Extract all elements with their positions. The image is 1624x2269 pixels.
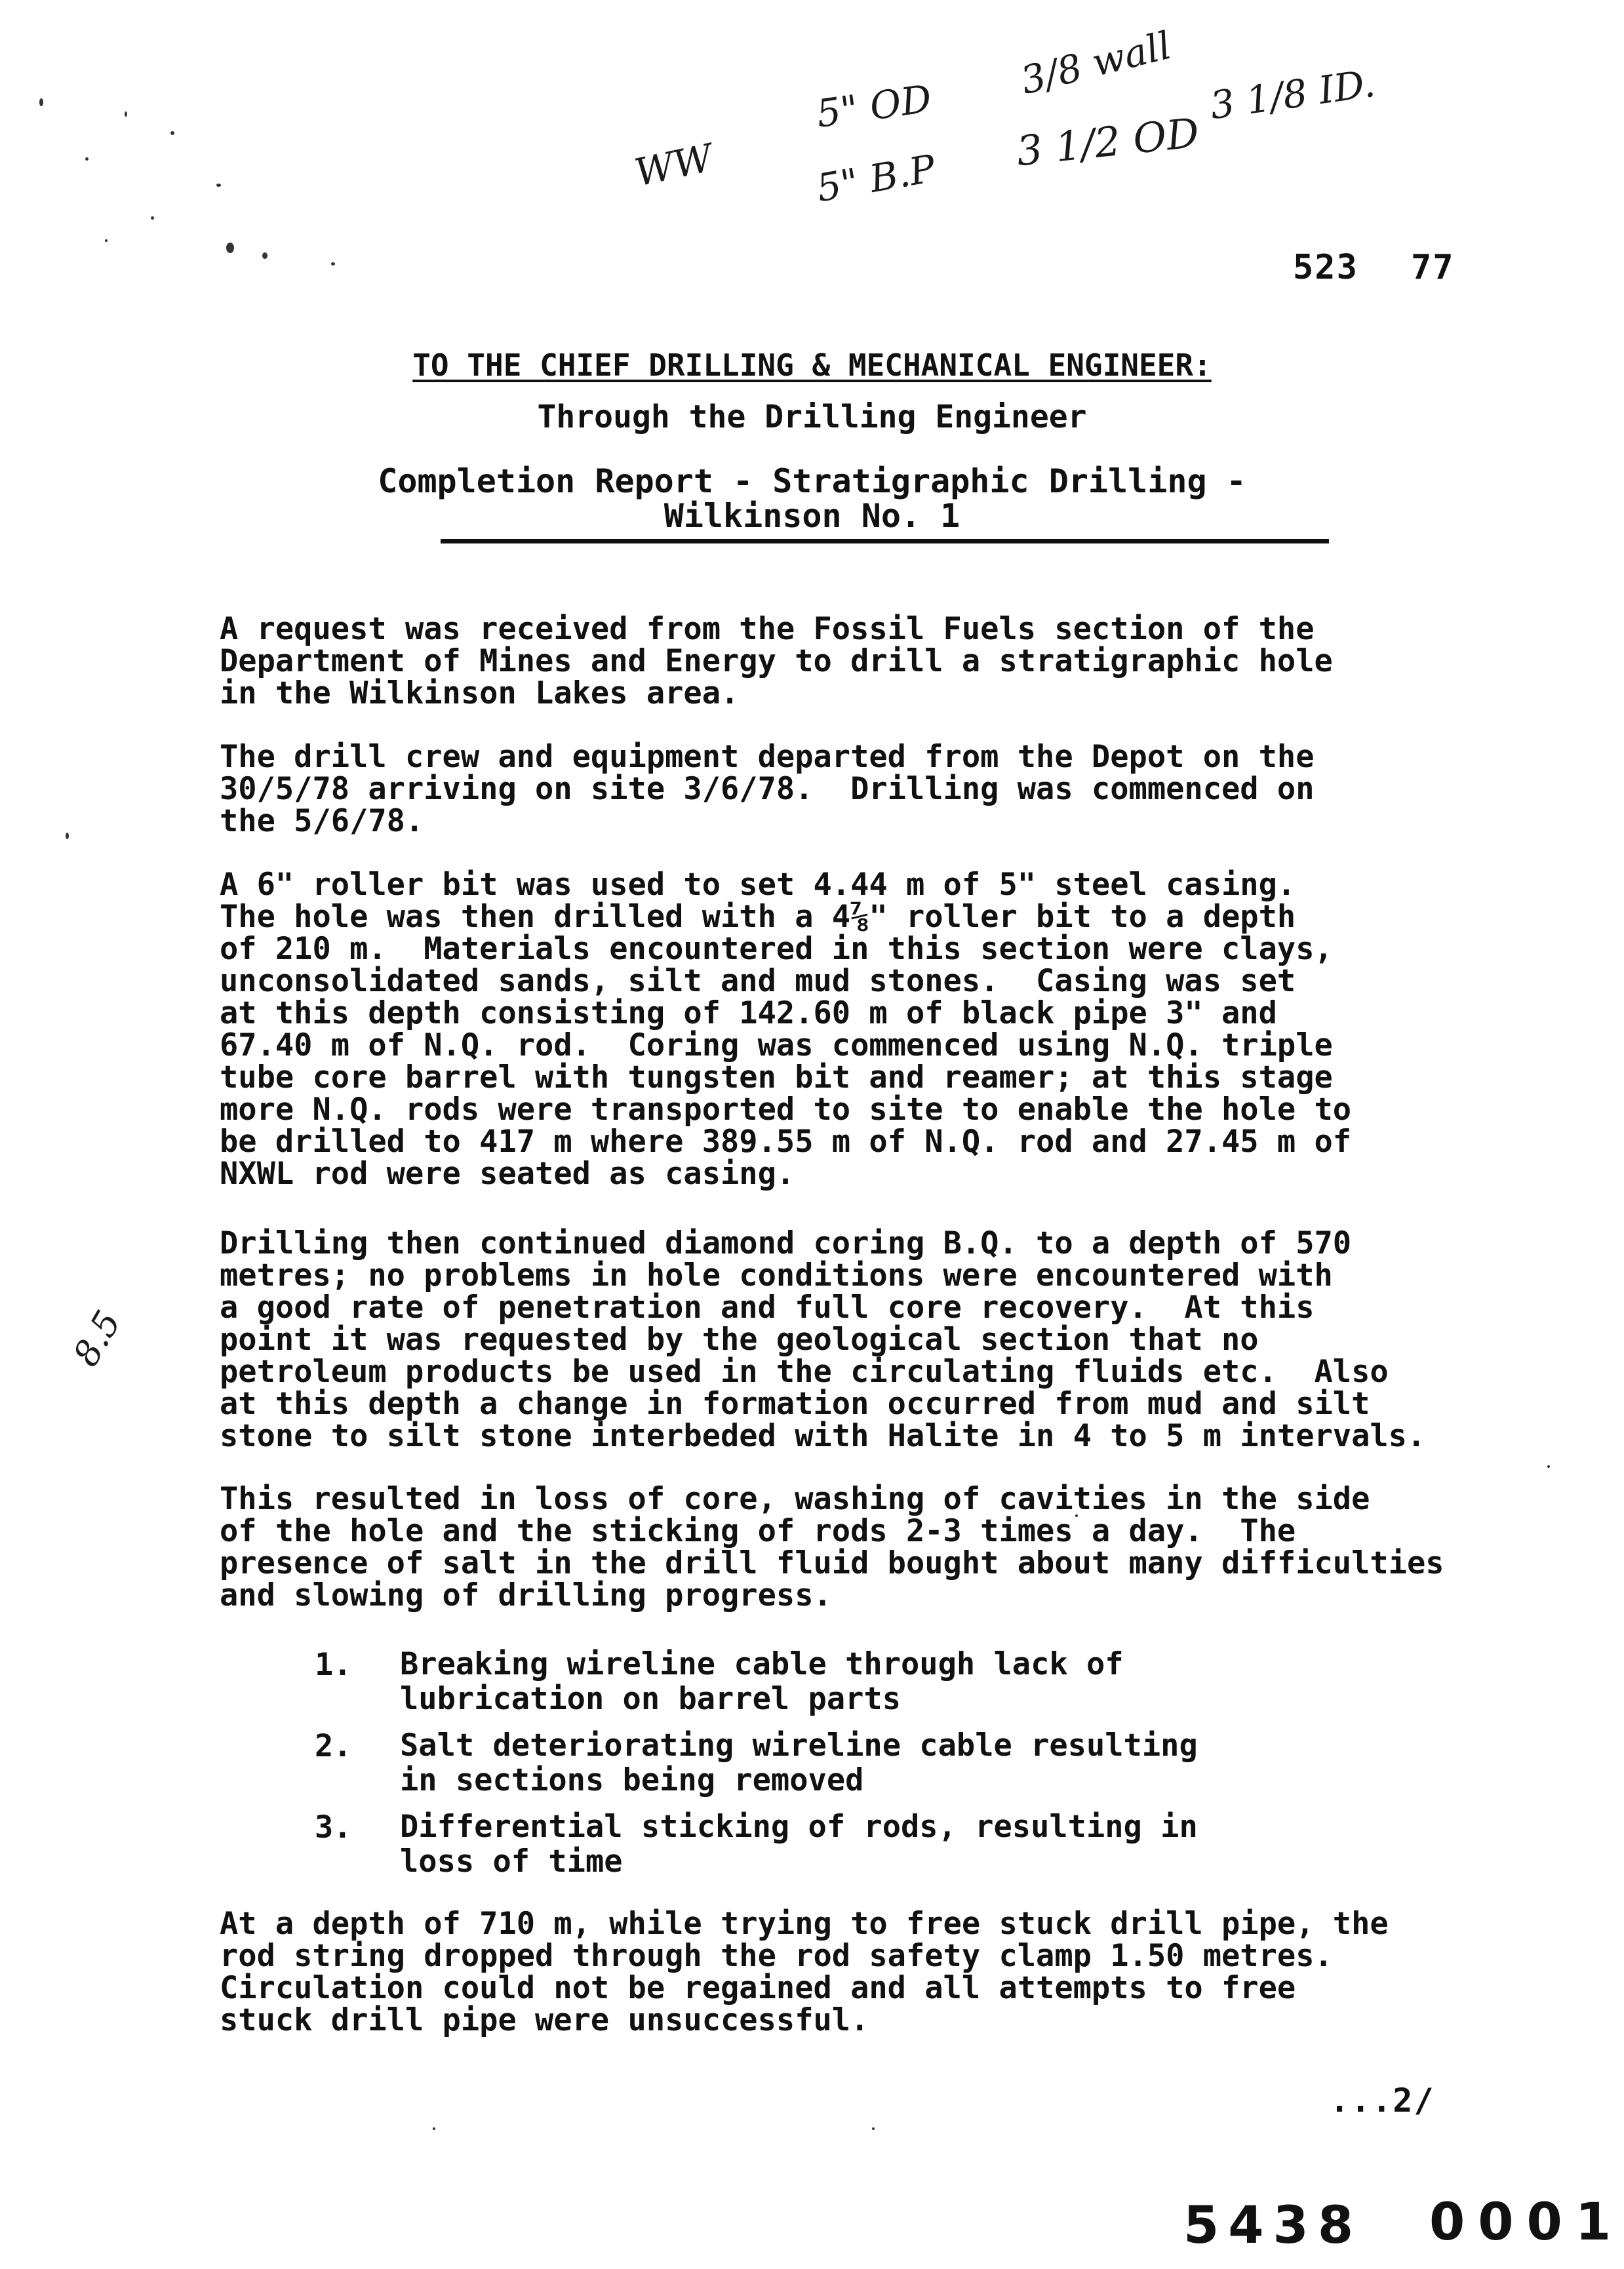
paragraph-casing: A 6" roller bit was used to set 4.44 m of 5" steel casing. The hole was then drilled with a 4⅞" roller bit to a depth of 210 m. Materials encountered in this section were clays, unconsolidated sands, silt and mud stones. Casing was set at this depth consisting of 142.60 m of black pipe 3" and 67.40 m of N.Q. rod. Coring was commenced using N.Q. triple tube core barrel with tungsten bit and reamer; at this stage more N.Q. rods were transported to site to enable the hole to be drilled to 417 m where 389.55 m of N.Q. rod and 27.45 m of NXWL rod were seated as casing. [220, 867, 1352, 1192]
paragraph-departure: The drill crew and equipment departed from the Depot on the 30/5/78 arriving on site 3/6/78. Drilling was commenced on the 5/6/78. [220, 739, 1315, 839]
page-continuation: ...2/ [1330, 2082, 1435, 2120]
reference-number-left: 523 [1293, 248, 1358, 287]
list-item-text: Breaking wireline cable through lack of lubrication on barrel parts [400, 1646, 1124, 1717]
handwritten-5-bp: 5" B.P [813, 146, 939, 211]
paragraph-stuck-pipe: At a depth of 710 m, while trying to free stuck drill pipe, the rod string dropped through the rod safety clamp 1.50 metres. Circulation could not be regained and all attempts to free stuck drill pipe were unsuccessful. [220, 1906, 1389, 2038]
paragraph-request: A request was received from the Fossil Fuels section of the Department of Mines and Energy to drill a stratigraphic hole in the Wilkinson Lakes area. [220, 611, 1333, 711]
handwritten-5-od: 5" OD [814, 76, 934, 136]
footer-number-right: 0001 [1429, 2193, 1624, 2252]
paragraph-coring: Drilling then continued diamond coring B.Q. to a depth of 570 metres; no problems in hole conditions were encountered with a good rate of penetration and full core recovery. At this point it was requested by the geological section that no petroleum products be used in the circulating fluids etc. Also at this depth a change in formation occurred from mud and silt stone to silt stone interbeded with Halite in 4 to 5 m intervals. [220, 1225, 1426, 1454]
report-title-line2: Wilkinson No. 1 [663, 497, 961, 535]
reference-number-right: 77 [1411, 248, 1455, 287]
handwritten-ww: WW [631, 135, 717, 195]
footer-number-left: 5438 [1183, 2196, 1363, 2255]
list-item-number: 3. [315, 1809, 352, 1845]
list-item-number: 1. [315, 1647, 352, 1683]
handwritten-wall: 3/8 wall [1016, 22, 1176, 104]
heading-addressee [0, 347, 1624, 383]
handwritten-3-5-od: 3 1/2 OD [1014, 108, 1202, 176]
report-title-line1: Completion Report - Stratigraphic Drilling - [378, 462, 1246, 500]
list-item-text: Differential sticking of rods, resulting in loss of time [400, 1809, 1198, 1880]
list-item-number: 2. [315, 1728, 352, 1764]
title-rule [441, 539, 1329, 543]
paragraph-salt: This resulted in loss of core, washing of cavities in the side of the hole and the sticking of rods 2-3 times a day. The presence of salt in the drill fluid bought about many difficulties and slowing of drilling progress. [220, 1481, 1444, 1613]
heading-through: Through the Drilling Engineer [537, 399, 1087, 435]
handwritten-margin-mark: 8.5 [65, 1303, 129, 1373]
list-item-text: Salt deteriorating wireline cable resulting in sections being removed [400, 1727, 1198, 1798]
handwritten-id: 3 1/8 ID. [1207, 60, 1378, 128]
heading-addressee-text: TO THE CHIEF DRILLING & MECHANICAL ENGINEER: [412, 347, 1212, 383]
